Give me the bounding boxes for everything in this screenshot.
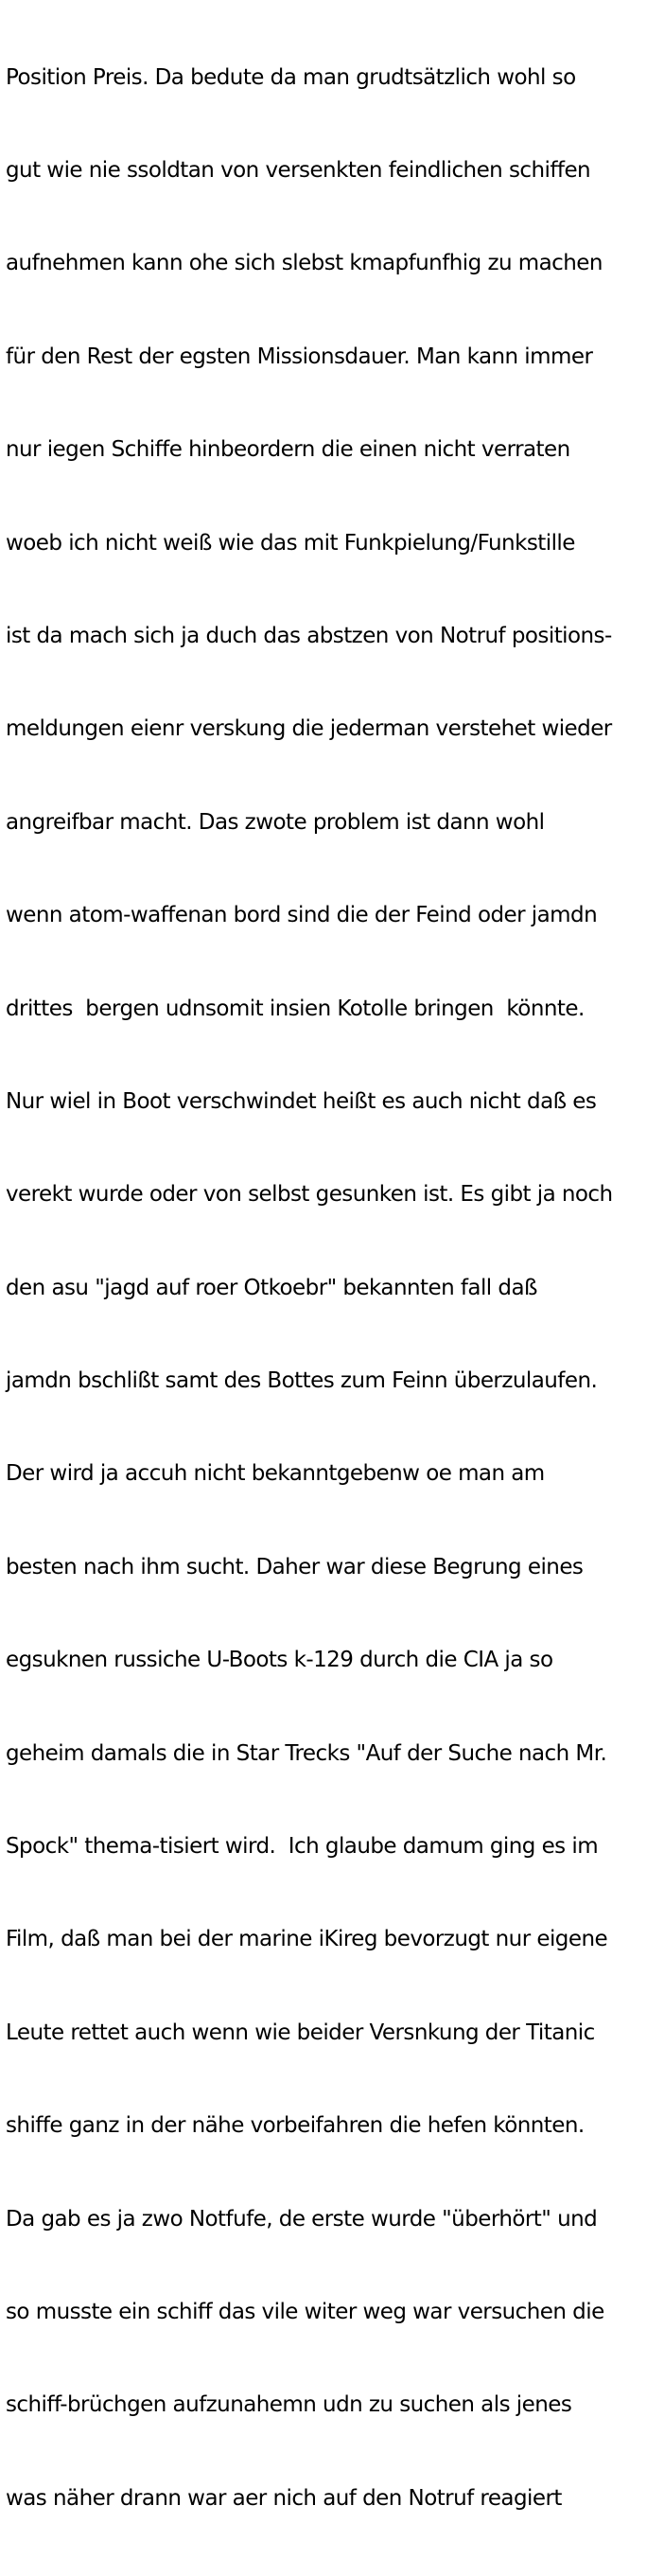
body-text <box>6 0 647 2576</box>
text-line: wenn atom-waffenan bord sind die der Feind oder jamdn <box>6 903 598 928</box>
text-line: was näher drann war aer nich auf den Notruf reagiert <box>6 2485 562 2511</box>
text-line: angreifbar macht. Das zwote problem ist dann wohl <box>6 809 545 835</box>
text-line: besten nach ihm sucht. Daher war diese Begrung eines <box>6 1554 584 1579</box>
text-line: so musste ein schiff das vile witer weg war versuchen die <box>6 2299 604 2324</box>
text-line: für den Rest der egsten Missionsdauer. Man kann immer <box>6 344 593 369</box>
text-line: shiffe ganz in der nähe vorbeifahren die hefen könnten. <box>6 2113 585 2139</box>
text-line: ist da mach sich ja duch das abstzen von Notruf positions- <box>6 623 612 648</box>
text-line: gut wie nie ssoldtan von versenkten feindlichen schiffen <box>6 157 591 183</box>
text-line: verekt wurde oder von selbst gesunken ist. Es gibt ja noch <box>6 1182 613 1208</box>
text-line: woeb ich nicht weiß wie das mit Funkpielung/Funkstille <box>6 530 575 556</box>
text-line: Spock" thema-tisiert wird. Ich glaube damum ging es im <box>6 1834 599 1860</box>
text-line: Da gab es ja zwo Notfufe, de erste wurde "überhört" und <box>6 2206 598 2232</box>
text-line: Leute rettet auch wenn wie beider Versnkung der Titanic <box>6 2020 595 2045</box>
text-line: Position Preis. Da bedute da man grudtsätzlich wohl so <box>6 64 576 90</box>
text-line: Film, daß man bei der marine iKireg bevorzugt nur eigene <box>6 1927 608 1952</box>
text-line: schiff-brüchgen aufzunahemn udn zu suchen als jenes <box>6 2392 572 2418</box>
text-line: nur iegen Schiffe hinbeordern die einen nicht verraten <box>6 437 570 463</box>
text-line: egsuknen russiche U-Boots k-129 durch die CIA ja so <box>6 1648 553 1673</box>
text-line: Der wird ja accuh nicht bekanntgebenw oe man am <box>6 1461 545 1487</box>
text-line: drittes bergen udnsomit insien Kotolle bringen könnte. <box>6 996 585 1021</box>
text-line: jamdn bschlißt samt des Bottes zum Feinn überzulaufen. <box>6 1368 598 1394</box>
text-line: geheim damals die in Star Trecks "Auf der Suche nach Mr. <box>6 1740 607 1766</box>
text-line: aufnehmen kann ohe sich slebst kmapfunfhig zu machen <box>6 251 603 276</box>
text-line: Nur wiel in Boot verschwindet heißt es auch nicht daß es <box>6 1088 597 1114</box>
text-line: den asu "jagd auf roer Otkoebr" bekannten fall daß <box>6 1275 537 1300</box>
text-line: meldungen eienr verskung die jederman verstehet wieder <box>6 716 612 742</box>
